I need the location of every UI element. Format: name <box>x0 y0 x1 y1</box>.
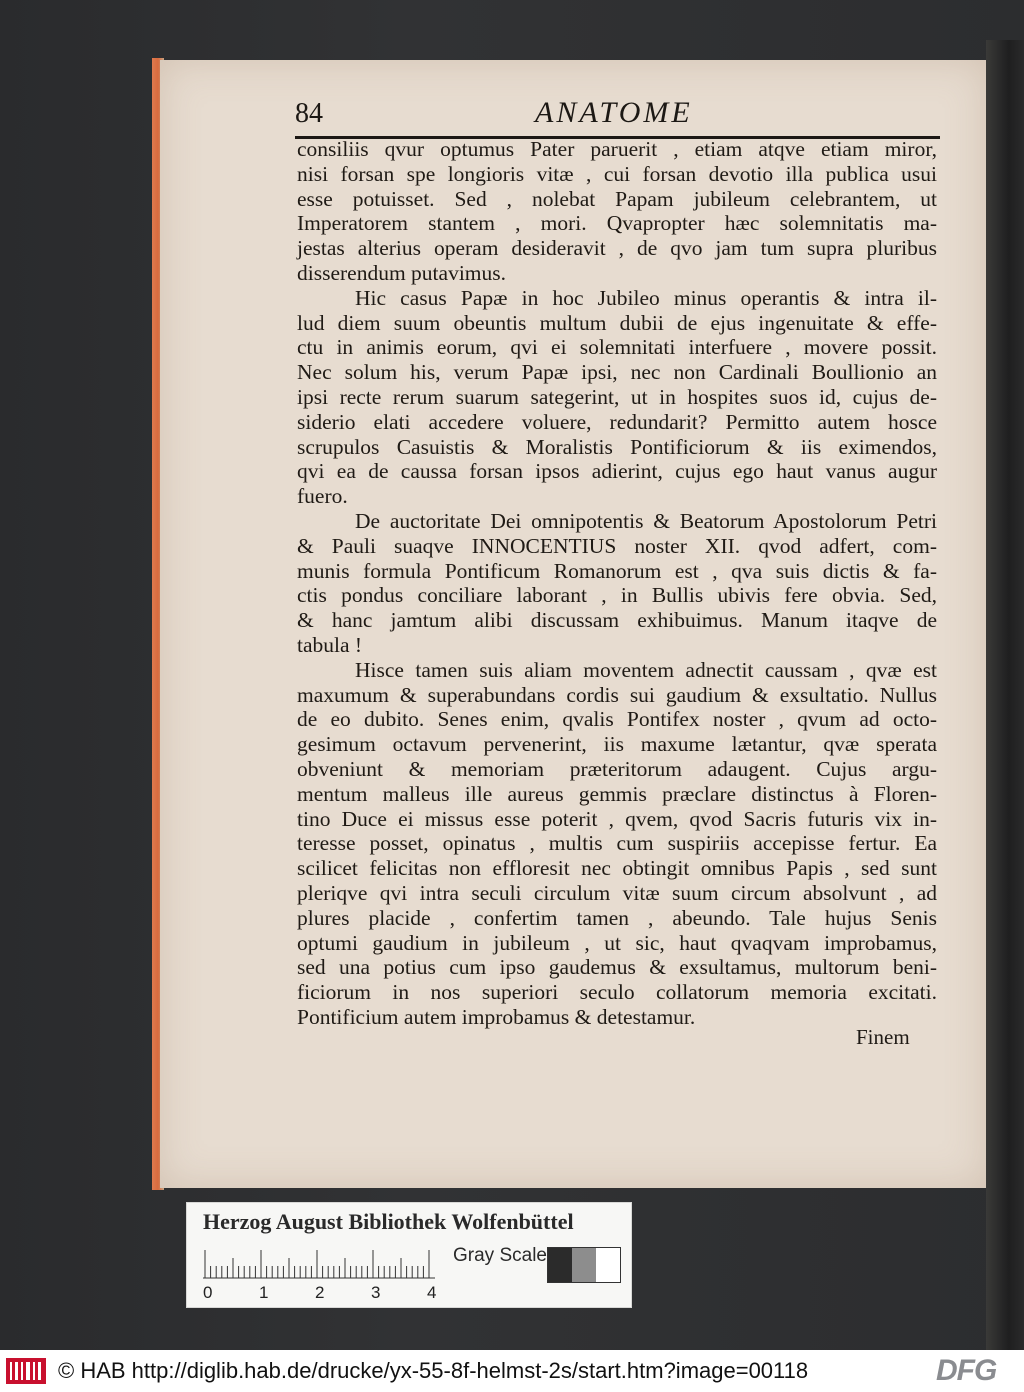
text-line: jestas alterius operam desideravit , de qvo jam tum supra pluribus <box>297 236 937 261</box>
ruler-number: 3 <box>371 1283 381 1302</box>
text-line: Imperatorem stantem , mori. Qvapropter hæc solemnitatis ma- <box>297 211 937 236</box>
text-line: fuero. <box>297 484 348 509</box>
ruler-number: 4 <box>427 1283 437 1302</box>
text-line: disserendum putavimus. <box>297 260 507 285</box>
text-line: maxumum & superabundans cordis sui gaudium & exsultatio. Nullus <box>297 682 937 707</box>
text-line: gesimum octavum pervenerint, iis maxume lætantur, qvæ sperata <box>297 732 937 757</box>
library-name: Herzog August Bibliothek Wolfenbüttel <box>203 1209 574 1234</box>
text-line: qvi ea de caussa forsan ipsos adierint, cujus ego haut vanus augur <box>297 459 937 484</box>
text-line: consiliis qvur optumus Pater paruerit , etiam atqve etiam miror, <box>297 137 937 161</box>
ruler-number: 2 <box>315 1283 325 1302</box>
running-head: ANATOME <box>535 96 693 129</box>
text-line: sed una potius cum ipso gaudemus & exsultamus, multorum beni- <box>297 955 937 980</box>
text-line: De auctoritate Dei omnipotentis & Beatorum Apostolorum Petri <box>355 508 937 533</box>
text-line: optumi gaudium in jubileum , ut sic, haut qvaqvam improbamus, <box>297 930 937 955</box>
gray-scale-label: Gray Scale <box>453 1245 547 1266</box>
text-line: ipsi recte rerum suarum sategerint, ut in hospites suos id, cujus de- <box>297 384 937 409</box>
adjacent-page-edge <box>986 40 1024 1350</box>
text-line: siderio elati accedere voluere, redundarit? Permitto autem hosce <box>297 409 937 434</box>
text-line: tabula ! <box>297 632 363 657</box>
text-line: Nec solum his, verum Papæ ipsi, nec non Cardinali Boullionio an <box>297 360 937 385</box>
gray-scale-swatches <box>547 1247 621 1283</box>
text-line: Hic casus Papæ in hoc Jubileo minus operantis & intra il- <box>355 285 937 310</box>
text-line: de eo dubito. Senes enim, qvalis Pontifex noster , qvum ad octo- <box>297 707 937 732</box>
text-line: obveniunt & memoriam præteritorum adaugent. Cujus argu- <box>297 756 937 781</box>
text-line: Hisce tamen suis aliam moventem adnectit caussam , qvæ est <box>355 657 937 682</box>
text-line: Pontificium autem improbamus & detestamur. <box>297 1004 696 1029</box>
copyright-url[interactable]: © HAB http://diglib.hab.de/drucke/yx-55-8f-helmst-2s/start.htm?image=00118 <box>58 1358 809 1383</box>
ruler <box>203 1249 435 1279</box>
ruler-number: 1 <box>259 1283 269 1302</box>
text-line: plures placide , confertim tamen , abeundo. Tale hujus Senis <box>297 905 937 930</box>
text-line: lud diem suum obeuntis multum dubii de ejus ingenuitate & effe- <box>297 310 937 335</box>
text-line: & Pauli suaqve INNOCENTIUS noster XII. qvod adfert, com- <box>297 533 937 558</box>
page-number: 84 <box>295 98 323 129</box>
gray-swatch <box>596 1248 620 1282</box>
text-line: pleriqve qvi intra seculi circulum vitæ suum circum absolvunt , ad <box>297 880 937 905</box>
library-card <box>186 1202 632 1308</box>
text-line: munis formula Pontificum Romanorum est , qva suis dictis & fa- <box>297 558 937 583</box>
text-line: esse potuisset. Sed , nolebat Papam jubileum celebrantem, ut <box>297 186 937 211</box>
dfg-logo: DFG <box>936 1354 997 1387</box>
text-line: nisi forsan spe longioris vitæ , cui forsan devotio illa publica usui <box>297 161 937 186</box>
text-line: scrupulos Casuistis & Moralistis Pontificiorum & iis eximendos, <box>297 434 937 459</box>
body-text <box>297 137 937 1030</box>
text-line: teresse posset, opinatus , multis cum suspiriis accepisse fertur. Ea <box>297 831 937 856</box>
ruler-number: 0 <box>203 1283 213 1302</box>
footer-bar <box>0 1350 1024 1392</box>
text-line: mentum malleus ille aureus gemmis præclare distinctus à Floren- <box>297 781 937 806</box>
text-line: ficiorum in nos superiori seculo collatorum memoria excitati. <box>297 980 937 1005</box>
text-line: ctu in animis eorum, qvi ei solemnitati interfuere , movere possit. <box>297 335 937 360</box>
catchword: Finem <box>856 1025 910 1049</box>
text-line: scilicet felicitas non effloresit nec obtingit omnibus Papis , sed sunt <box>297 856 937 881</box>
text-line: & hanc jamtum alibi discussam exhibuimus. Manum itaqve de <box>297 608 937 633</box>
text-line: ctis pondus conciliare laborant , in Bullis ubivis fere obvia. Sed, <box>297 583 937 608</box>
gray-swatch <box>572 1248 596 1282</box>
text-line: tino Duce ei missus esse poterit , qvem, qvod Sacris futuris vix in- <box>297 806 937 831</box>
page-header <box>295 96 940 139</box>
barcode-icon <box>6 1358 46 1384</box>
gray-swatch <box>548 1248 572 1282</box>
